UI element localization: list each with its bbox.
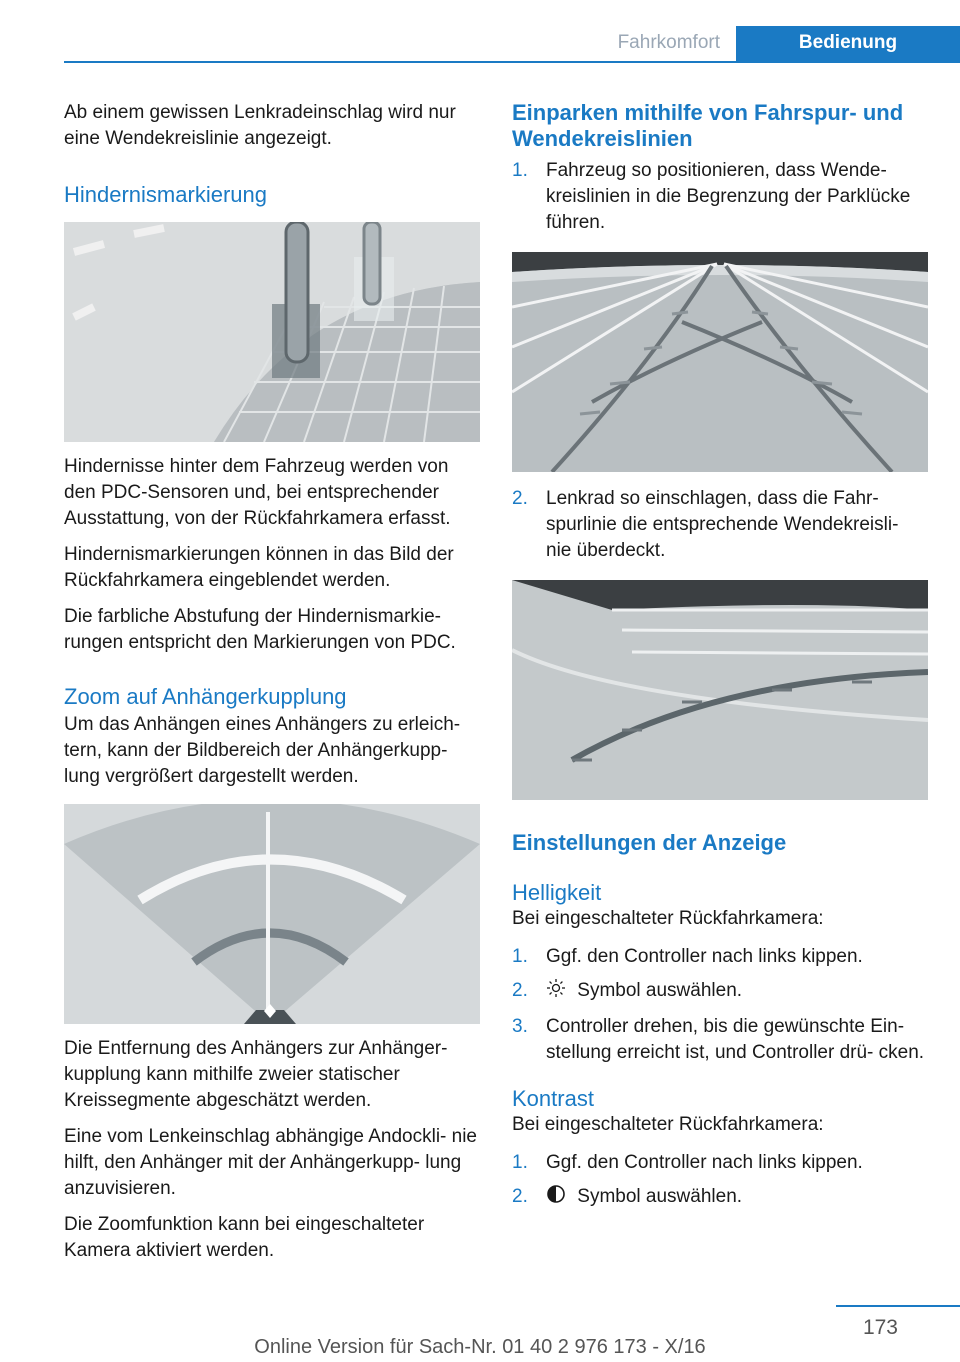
trailer-hitch-zoom-image <box>64 804 480 1024</box>
step-number: 2. <box>512 980 528 1001</box>
footer-version: Online Version für Sach-Nr. 01 40 2 976 173 - X/16 <box>254 1336 706 1358</box>
contrast-icon <box>546 1184 566 1212</box>
list-item <box>512 1184 928 1212</box>
hindernis-paragraph-1: Hindernisse hinter dem Fahrzeug werden von den PDC-Sensoren und, bei entsprechender Ausstattung, von der Rückfahrkamera erfasst. <box>64 456 451 529</box>
hindernis-heading: Hindernismarkierung <box>64 182 267 207</box>
header-tabs <box>64 26 960 62</box>
einparken-steps <box>512 158 928 236</box>
helligkeit-heading: Helligkeit <box>512 880 602 905</box>
step-number: 1. <box>512 1152 528 1173</box>
parking-lines-image-1 <box>512 252 928 472</box>
list-item <box>512 1150 928 1176</box>
step-text: Ggf. den Controller nach links kippen. <box>546 946 863 967</box>
kontrast-intro: Bei eingeschalteter Rückfahrkamera: <box>512 1114 824 1135</box>
helligkeit-steps <box>512 944 928 1066</box>
step-text: Lenkrad so einschlagen, dass die Fahr- spurlinie die entsprechende Wendekreisli- nie überdeckt. <box>546 488 899 561</box>
tab-bedienung[interactable]: Bedienung <box>736 26 960 62</box>
step-number: 3. <box>512 1016 528 1037</box>
header-rule <box>64 61 960 63</box>
zoom-paragraph-4: Die Zoomfunktion kann bei eingeschalteter Kamera aktiviert werden. <box>64 1214 425 1261</box>
obstacle-marking-image <box>64 222 480 442</box>
step-text: Symbol auswählen. <box>577 980 743 1001</box>
zoom-paragraph-1: Um das Anhängen eines Anhängers zu erleich- tern, kann der Bildbereich der Anhängerkupp- lung vergrößert dargestellt werden. <box>64 714 461 787</box>
zoom-heading: Zoom auf Anhängerkupplung <box>64 684 347 709</box>
kontrast-steps <box>512 1150 928 1212</box>
left-column <box>64 100 480 1274</box>
step-number: 2. <box>512 1186 528 1207</box>
page-number: 173 <box>862 1316 898 1339</box>
parking-lines-image-2 <box>512 580 928 800</box>
step-number: 2. <box>512 488 528 509</box>
step-number: 1. <box>512 946 528 967</box>
step-text: Ggf. den Controller nach links kippen. <box>546 1152 863 1173</box>
step-number: 1. <box>512 160 528 181</box>
right-column <box>512 100 928 1220</box>
step-text: Fahrzeug so positionieren, dass Wende- kreislinien in die Begrenzung der Parklücke führen. <box>546 160 911 233</box>
einparken-steps-continued <box>512 486 928 564</box>
zoom-paragraph-3: Eine vom Lenkeinschlag abhängige Andockli- nie hilft, den Anhänger mit der Anhängerkupp- lung anzuvisieren. <box>64 1126 477 1199</box>
list-item <box>512 944 928 970</box>
einparken-heading: Einparken mithilfe von Fahrspur- und Wendekreislinien <box>512 100 904 151</box>
step-text: Symbol auswählen. <box>577 1186 743 1207</box>
tab-fahrkomfort[interactable]: Fahrkomfort <box>617 32 720 53</box>
list-item <box>512 158 928 236</box>
footer-rule <box>836 1305 960 1307</box>
brightness-icon <box>546 978 566 1006</box>
list-item <box>512 1014 928 1066</box>
step-text: Controller drehen, bis die gewünschte Ein- stellung erreicht ist, und Controller drü- cken. <box>546 1016 925 1063</box>
kontrast-heading: Kontrast <box>512 1086 594 1111</box>
list-item <box>512 486 928 564</box>
hindernis-paragraph-2: Hindernismarkierungen können in das Bild der Rückfahrkamera eingeblendet werden. <box>64 544 454 591</box>
list-item <box>512 978 928 1006</box>
hindernis-paragraph-3: Die farbliche Abstufung der Hindernismarkie- rungen entspricht den Markierungen von PDC. <box>64 606 456 653</box>
zoom-paragraph-2: Die Entfernung des Anhängers zur Anhänger- kupplung kann mithilfe zweier statischer Kreissegmente abgeschätzt werden. <box>64 1038 448 1111</box>
einstellungen-heading: Einstellungen der Anzeige <box>512 830 787 855</box>
intro-text: Ab einem gewissen Lenkradeinschlag wird nur eine Wendekreislinie angezeigt. <box>64 102 456 149</box>
helligkeit-intro: Bei eingeschalteter Rückfahrkamera: <box>512 908 824 929</box>
